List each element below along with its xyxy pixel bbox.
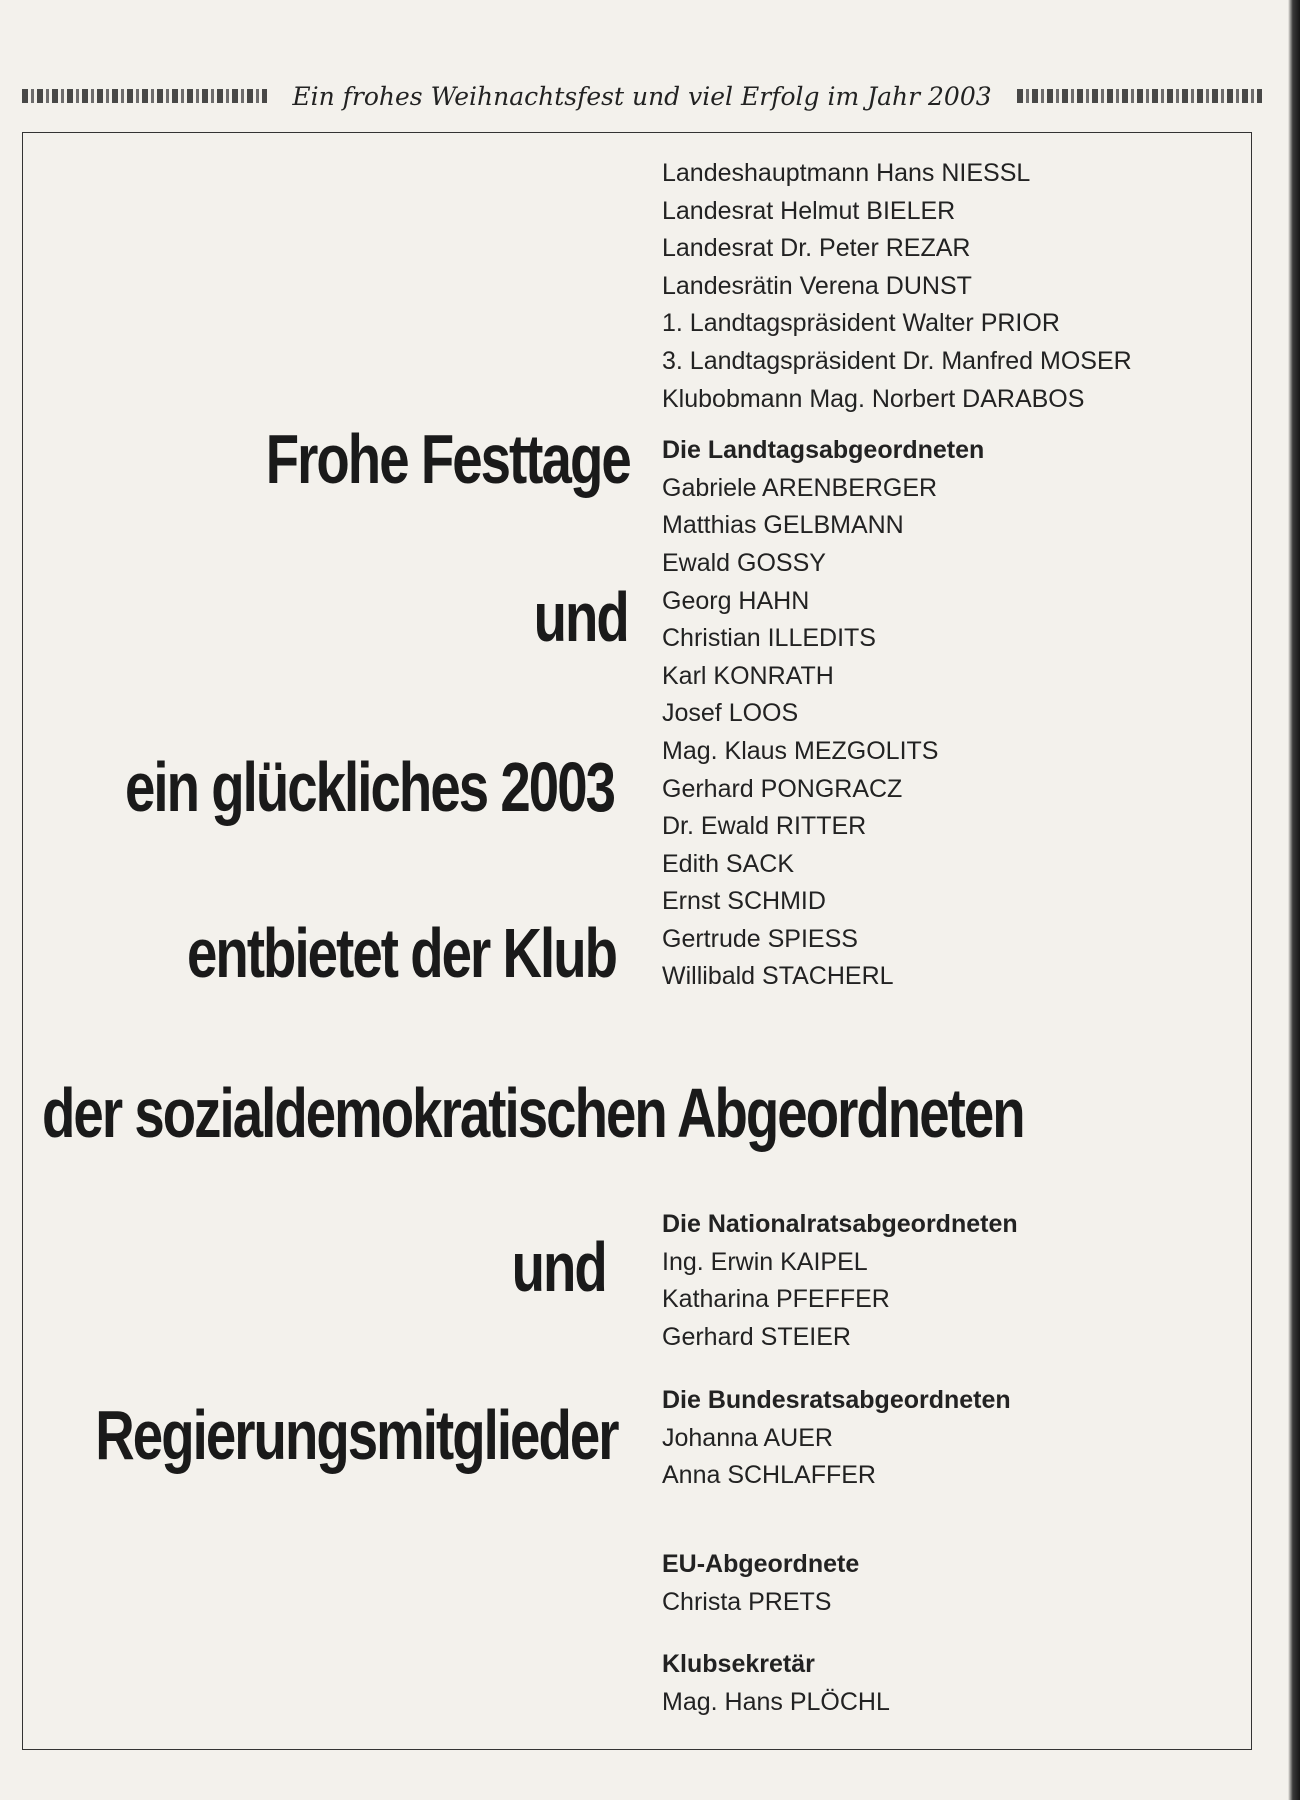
list-item: Johanna AUER <box>662 1423 833 1452</box>
bundesrat-heading: Die Bundesratsabgeordneten <box>662 1386 1011 1414</box>
list-item: Mag. Klaus MEZGOLITS <box>662 736 939 765</box>
ornament-left-icon <box>22 89 267 103</box>
nationalrat-list <box>662 1206 1018 1356</box>
greeting-line-6: und <box>511 1228 606 1306</box>
list-item: Gabriele ARENBERGER <box>662 473 938 502</box>
list-item: Georg HAHN <box>662 586 810 615</box>
list-item: Ewald GOSSY <box>662 548 826 577</box>
list-item: Matthias GELBMANN <box>662 511 904 540</box>
eu-list <box>662 1546 859 1621</box>
list-item: Edith SACK <box>662 849 795 878</box>
greeting-line-3: ein glückliches 2003 <box>124 748 614 826</box>
list-item: Katharina PFEFFER <box>662 1285 890 1314</box>
list-item: Gerhard PONGRACZ <box>662 774 903 803</box>
list-item: Landeshauptmann Hans NIESSL <box>662 159 1031 187</box>
list-item: Anna SCHLAFFER <box>662 1461 876 1490</box>
list-item: Landesrätin Verena DUNST <box>662 271 972 300</box>
list-item: Klubobmann Mag. Norbert DARABOS <box>662 384 1085 413</box>
list-item: Willibald STACHERL <box>662 962 894 991</box>
ornament-right-icon <box>1017 89 1262 103</box>
list-item: 3. Landtagspräsident Dr. Manfred MOSER <box>662 346 1132 375</box>
greeting-line-5: der sozialdemokratischen Abgeordneten <box>42 1074 1024 1152</box>
greeting-line-7: Regierungsmitglieder <box>95 1396 618 1474</box>
list-item: Christa PRETS <box>662 1587 832 1616</box>
nationalrat-heading: Die Nationalratsabgeordneten <box>662 1210 1018 1238</box>
list-item: Mag. Hans PLÖCHL <box>662 1687 890 1716</box>
list-item: Landesrat Helmut BIELER <box>662 196 956 225</box>
list-item: Ing. Erwin KAIPEL <box>662 1247 868 1276</box>
eu-heading: EU-Abgeordnete <box>662 1550 860 1578</box>
list-item: Josef LOOS <box>662 699 799 728</box>
list-item: Gerhard STEIER <box>662 1322 851 1351</box>
secretary-heading: Klubsekretär <box>662 1650 815 1678</box>
greeting-line-4: entbietet der Klub <box>186 914 616 992</box>
greeting-line-1: Frohe Festtage <box>265 420 630 498</box>
secretary-list <box>662 1646 890 1721</box>
list-item: Dr. Ewald RITTER <box>662 812 867 841</box>
list-item: Karl KONRATH <box>662 661 834 690</box>
list-item: Christian ILLEDITS <box>662 624 876 653</box>
page-edge-shadow <box>1288 0 1300 1800</box>
list-item: Landesrat Dr. Peter REZAR <box>662 234 971 263</box>
list-item: Ernst SCHMID <box>662 887 826 916</box>
government-list <box>662 155 1132 996</box>
list-item: 1. Landtagspräsident Walter PRIOR <box>662 309 1060 338</box>
bundesrat-list <box>662 1382 1011 1495</box>
header-greeting: Ein frohes Weihnachtsfest und viel Erfolg im Jahr 2003 <box>292 81 992 111</box>
landtag-heading: Die Landtagsabgeordneten <box>662 436 985 465</box>
list-item: Gertrude SPIESS <box>662 924 858 953</box>
page-header <box>22 78 1262 114</box>
greeting-line-2: und <box>533 578 628 656</box>
